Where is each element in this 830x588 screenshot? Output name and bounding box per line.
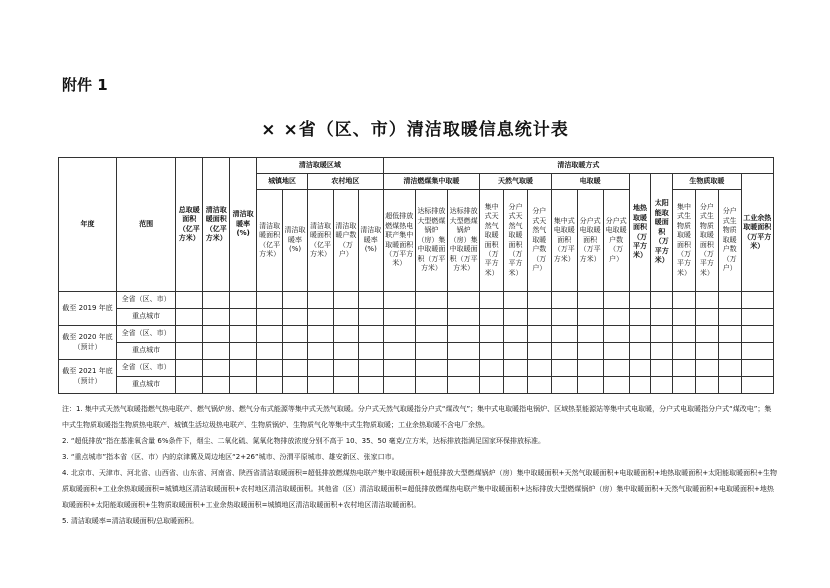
header-gas-central: 集中式天然气取暖面积（万平方米） — [480, 190, 504, 292]
header-biomass: 生物质取暖 — [673, 174, 741, 190]
row-scope: 重点城市 — [117, 309, 176, 326]
header-year: 年度 — [59, 158, 117, 292]
header-total-area: 总取暖面积（亿平方米） — [176, 158, 203, 292]
table-row — [59, 360, 774, 377]
header-clean-area: 清洁取暖面积（亿平方米） — [203, 158, 230, 292]
table-row — [59, 377, 774, 394]
header-solar: 太阳能取暖面积（万平方米） — [651, 174, 673, 292]
header-urban-rate: 清洁取暖率(%) — [283, 190, 308, 292]
note-item: 4. 北京市、天津市、河北省、山西省、山东省、河南省、陕西省清洁取暖面积=超低排放燃煤热电联产集中取暖面积+超低排放大型燃煤锅炉（房）集中取暖面积+天然气取暖面积+电取暖面积+地热取暖面积+太阳能取暖面积+生物质取暖面积+工业余热取暖面积=城镇地区清洁取暖面积+农村地区清洁取暖面积。其他省（区）清洁取暖面积=超低排放燃煤热电联产集中取暖面积+达标排放大型燃煤锅炉（房）集中取暖面积+天然气取暖面积+电取暖面积+地热取暖面积+太阳能取暖面积+生物质取暖面积+工业余热取暖面积=城镇地区清洁取暖面积+农村地区清洁取暖面积。 — [62, 469, 777, 509]
header-industrial-heat: 工业余热取暖面积（万平方米） — [741, 174, 773, 292]
header-elec-dist-area: 分户式电取暖面积（万平方米） — [577, 190, 603, 292]
header-gas-dist-area: 分户式天然气取暖面积（万平方米） — [504, 190, 528, 292]
header-bio-central: 集中式生物质取暖面积（万平方米） — [673, 190, 696, 292]
page-title: × ×省（区、市）清洁取暖信息统计表 — [261, 120, 569, 140]
row-scope: 全省（区、市） — [117, 292, 176, 309]
row-year: 截至 2020 年底（预计） — [59, 326, 117, 360]
header-geothermal: 地热取暖面积（万平方米） — [629, 174, 651, 292]
header-bio-dist-area: 分户式生物质取暖面积（万平方米） — [695, 190, 718, 292]
header-elec-central: 集中式电取暖面积（万平方米） — [551, 190, 577, 292]
row-scope: 全省（区、市） — [117, 326, 176, 343]
row-scope: 重点城市 — [117, 377, 176, 394]
row-scope: 重点城市 — [117, 343, 176, 360]
note-item: 3. “重点城市”指本省（区、市）内的京津冀及周边地区“2+26”城市、汾渭平原城市、雄安新区、张家口市。 — [62, 453, 399, 461]
notes — [62, 401, 777, 529]
table-row — [59, 309, 774, 326]
table-row — [59, 343, 774, 360]
note-item: 2. “超低排放”指在基准氧含量 6%条件下，烟尘、二氧化硫、氮氧化物排放浓度分别不高于 10、35、50 毫克/立方米，达标排放指满足国家环保排放标准。 — [62, 437, 546, 445]
header-gas-dist-households: 分户式天然气取暖户数（万户） — [527, 190, 551, 292]
note-item: 5. 清洁取暖率=清洁取暖面积/总取暖面积。 — [62, 517, 199, 525]
note-item: 注：1. 集中式天然气取暖指燃气热电联产、燃气锅炉房、燃气分布式能源等集中式天然气取暖。分户式天然气取暖指分户式“煤改气”；集中式电取暖指电锅炉、区域热泵能源站等集中式电取暖，分户式电取暖指分户式“煤改电”；集中式生物质取暖指生物质热电联产、城镇生活垃圾热电联产、生物质锅炉、生物质气化等集中式生物质取暖；工业余热取暖不含电厂余热。 — [62, 405, 772, 429]
table-row — [59, 292, 774, 309]
header-elec: 电取暖 — [551, 174, 629, 190]
header-rural-rate: 清洁取暖率(%) — [358, 190, 383, 292]
header-rural-area: 清洁取暖面积（亿平方米） — [307, 190, 333, 292]
row-scope: 全省（区、市） — [117, 360, 176, 377]
attachment-label: 附件 1 — [62, 76, 108, 94]
header-urban-area: 清洁取暖面积（亿平方米） — [257, 190, 283, 292]
table-row — [59, 326, 774, 343]
header-clean-rate: 清洁取暖率(%) — [230, 158, 257, 292]
row-year: 截至 2019 年底 — [59, 292, 117, 326]
header-bio-dist-households: 分户式生物质取暖户数（万户） — [718, 190, 741, 292]
row-year: 截至 2021 年底（预计） — [59, 360, 117, 394]
header-group-region: 清洁取暖区域 — [257, 158, 384, 174]
header-rural: 农村地区 — [307, 174, 383, 190]
header-elec-dist-households: 分户式电取暖户数（万户） — [603, 190, 629, 292]
header-urban: 城镇地区 — [257, 174, 308, 190]
header-coal-large-boiler: 达标排放大型燃煤锅炉（房）集中取暖面积（万平方米） — [415, 190, 447, 292]
header-coal: 清洁燃煤集中取暖 — [383, 174, 479, 190]
statistics-table — [58, 157, 774, 394]
header-scope: 范围 — [117, 158, 176, 292]
header-gas: 天然气取暖 — [480, 174, 552, 190]
header-coal-rural: 达标排放大型燃煤锅炉（房）集中取暖面积（万平方米） — [448, 190, 480, 292]
header-coal-ultralow: 超低排放燃煤热电联产集中取暖面积（万平方米） — [383, 190, 415, 292]
header-group-method: 清洁取暖方式 — [383, 158, 773, 174]
header-rural-households: 清洁取暖户数（万户） — [333, 190, 358, 292]
